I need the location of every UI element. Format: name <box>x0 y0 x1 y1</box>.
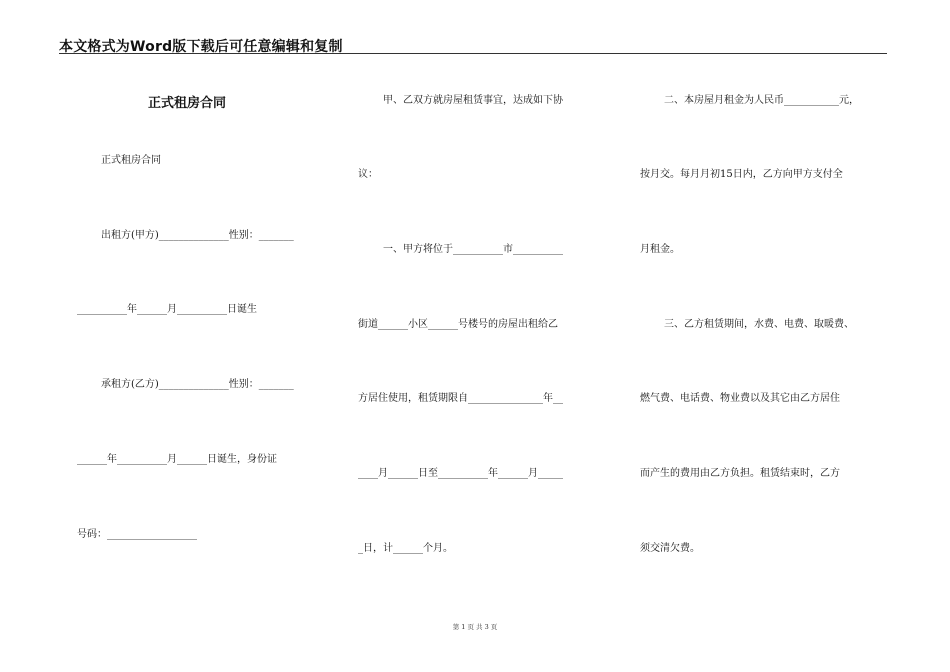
col1-line: 正式租房合同 <box>101 155 161 166</box>
col3-line: 按月交。每月月初15日内，乙方向甲方支付全 <box>640 169 843 180</box>
page-number: 第 1 页 共 3 页 <box>452 623 498 631</box>
document-header: 本文格式为Word版下载后可任意编辑和复制 <box>59 39 343 55</box>
col2-line: 方居住使用，租赁期限自_______________年__ <box>358 393 563 404</box>
col3-line: 二、本房屋月租金为人民币___________元， <box>664 95 859 106</box>
col1-line: 承租方(乙方)______________性别：_______ <box>101 379 294 390</box>
col3-line: 三、乙方租赁期间，水费、电费、取暖费、 <box>664 319 854 330</box>
col2-line: 甲、乙双方就房屋租赁事宜，达成如下协 <box>383 95 563 106</box>
col3-line: 燃气费、电话费、物业费以及其它由乙方居住 <box>640 393 840 404</box>
col2-line: ____月______日至__________年______月_____ <box>358 468 563 479</box>
col2-line: 街道______小区______号楼号的房屋出租给乙 <box>358 319 558 330</box>
col1-line: __________年______月__________日诞生 <box>77 304 257 315</box>
col3-line: 须交清欠费。 <box>640 543 700 554</box>
col2-line: _日，计______个月。 <box>358 543 453 554</box>
col2-line: 议： <box>358 169 378 180</box>
page-title: 正式租房合同 <box>148 96 227 111</box>
col1-line: ______年__________月______日诞生，身份证 <box>77 454 277 465</box>
col1-line: 出租方(甲方)______________性别：_______ <box>101 230 294 241</box>
col3-line: 月租金。 <box>640 244 680 255</box>
col2-line: 一、甲方将位于__________市__________ <box>383 244 563 255</box>
header-divider <box>59 53 887 54</box>
col3-line: 而产生的费用由乙方负担。租赁结束时，乙方 <box>640 468 840 479</box>
col1-line: 号码：__________________ <box>77 529 197 540</box>
